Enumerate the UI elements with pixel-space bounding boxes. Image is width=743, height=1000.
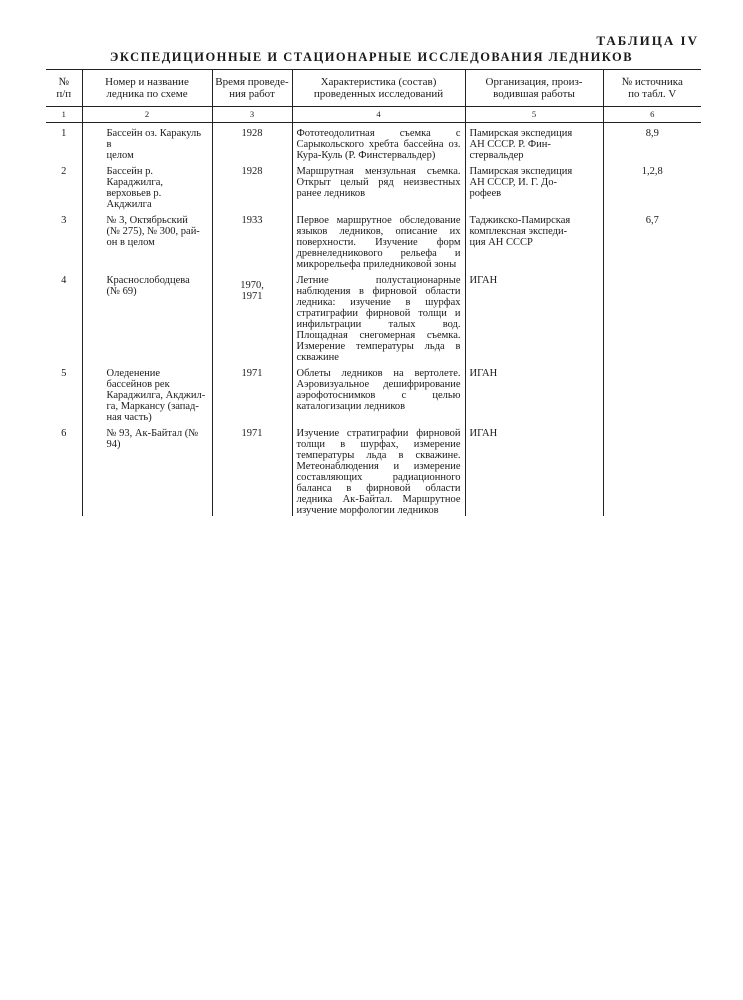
- glacier-name: № 3, Октябрьский (№ 275), № 300, рай- он в целом: [82, 210, 212, 270]
- column-number: 1: [46, 107, 82, 123]
- source-number: [603, 423, 701, 516]
- column-number: 6: [603, 107, 701, 123]
- row-number: 5: [61, 368, 67, 379]
- header-cell: № источника по табл. V: [603, 70, 701, 107]
- row-number: 4: [61, 275, 67, 286]
- header-row: [46, 70, 701, 107]
- research-description: Первое маршрутное обследование языков ледников, описание их поверхности. Изучение форм древнеледникового рельефа и микрорельефа приледниковой зоны: [292, 210, 465, 270]
- column-number: 3: [212, 107, 292, 123]
- header-cell: № п/п: [46, 70, 82, 107]
- research-description: Облеты ледников на вертолете. Аэровизуальное дешифрирование аэрофотоснимков с целью каталогизации ледников: [292, 363, 465, 423]
- header-cell: Характеристика (состав) проведенных исследований: [292, 70, 465, 107]
- organization: ИГАН: [465, 270, 603, 363]
- organization: Памирская экспедиция АН СССР. Р. Фин- стервальдер: [465, 123, 603, 162]
- page-title: ЭКСПЕДИЦИОННЫЕ И СТАЦИОНАРНЫЕ ИССЛЕДОВАНИЯ ЛЕДНИКОВ: [109, 50, 634, 64]
- glacier-name: Бассейн оз. Каракуль в целом: [82, 123, 212, 162]
- glacier-name: Краснослободцева (№ 69): [82, 270, 212, 363]
- research-description: Летние полустационарные наблюдения в фирновой области ледника: изучение в шурфах стратиграфии фирновой толщи и инфильтрации талых вод. Площадная снегомерная съемка. Измерение температуры льда в скважине: [292, 270, 465, 363]
- work-year: 1928: [212, 161, 292, 210]
- work-year: 1971: [212, 423, 292, 516]
- table-label: ТАБЛИЦА IV: [596, 33, 699, 48]
- research-description: Фототеодолитная съемка с Сарыкольского хребта бассейна оз. Кура-Куль (Р. Финстервальдер): [292, 123, 465, 162]
- work-year: 1971: [212, 363, 292, 423]
- column-number: 4: [292, 107, 465, 123]
- header-cell: Номер и название ледника по схеме: [82, 70, 212, 107]
- source-number: [603, 270, 701, 363]
- row-number: 2: [61, 166, 67, 177]
- row-number: 3: [61, 215, 67, 226]
- organization: Таджикско-Памирская комплексная экспеди- ция АН СССР: [465, 210, 603, 270]
- column-number-row: [46, 107, 701, 123]
- glacier-name: Бассейн р. Караджилга, верховьев р. Акджилга: [82, 161, 212, 210]
- organization: ИГАН: [465, 423, 603, 516]
- table-row: [46, 210, 701, 270]
- column-number: 2: [82, 107, 212, 123]
- organization: Памирская экспедиция АН СССР, И. Г. До- рофеев: [465, 161, 603, 210]
- table-row: [46, 363, 701, 423]
- header-cell: Организация, произ- водившая работы: [465, 70, 603, 107]
- table-row: [46, 161, 701, 210]
- glacier-name: Оледенение бассейнов рек Караджилга, Акджил- га, Маркансу (запад- ная часть): [82, 363, 212, 423]
- work-year: 1970, 1971: [212, 270, 292, 363]
- row-number: 6: [61, 428, 67, 439]
- source-number: 1,2,8: [603, 161, 701, 210]
- table-row: [46, 423, 701, 516]
- row-number: 1: [61, 128, 67, 139]
- research-description: Маршрутная мензульная съемка. Открыт целый ряд неизвестных ранее ледников: [292, 161, 465, 210]
- glacier-name: № 93, Ак-Байтал (№ 94): [82, 423, 212, 516]
- source-number: 8,9: [603, 123, 701, 162]
- table-row: [46, 270, 701, 363]
- source-number: 6,7: [603, 210, 701, 270]
- work-year: 1928: [212, 123, 292, 162]
- organization: ИГАН: [465, 363, 603, 423]
- research-description: Изучение стратиграфии фирновой толщи в шурфах, измерение температуры льда в скважине. Метеонаблюдения и измерение составляющих радиационного баланса в фирновой области ледника Ак-Байтал. Маршрутное изучение морфологии ледников: [292, 423, 465, 516]
- source-number: [603, 363, 701, 423]
- column-number: 5: [465, 107, 603, 123]
- glacier-research-table: [46, 69, 701, 516]
- table-row: [46, 123, 701, 162]
- header-cell: Время проведе- ния работ: [212, 70, 292, 107]
- work-year: 1933: [212, 210, 292, 270]
